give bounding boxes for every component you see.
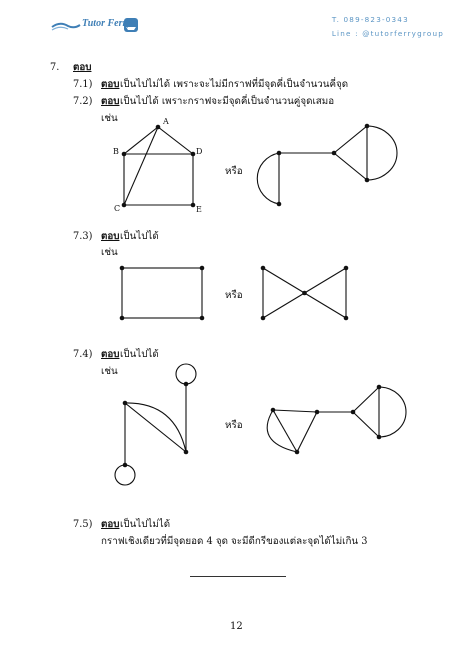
item-7-4-answer: ตอบ xyxy=(101,349,120,360)
graph-rectangle xyxy=(122,268,202,318)
item-7-2-example: เช่น xyxy=(101,113,118,124)
item-7-3-label: 7.3) xyxy=(73,231,93,242)
item-7-3-example: เช่น xyxy=(101,247,118,258)
vertex-label-a: A xyxy=(163,117,169,126)
phone-text: T. 089-823-0343 xyxy=(331,15,409,24)
line-id-text: Line : @tutorferrygroup xyxy=(331,29,444,38)
page-number: 12 xyxy=(230,621,243,632)
or-word-2: หรือ xyxy=(225,290,243,301)
item-7-2-text: เป็นไปได้ เพราะกราฟจะมีจุดคี่เป็นจำนวนคู่จุดเสมอ xyxy=(120,96,335,107)
or-word-3: หรือ xyxy=(225,420,243,431)
graph-7-2-right xyxy=(257,126,397,204)
item-7-2-label: 7.2) xyxy=(73,96,93,107)
item-7-3-text: เป็นไปได้ xyxy=(120,231,159,242)
question-number: 7. xyxy=(50,62,60,73)
graph-vertices xyxy=(120,124,382,468)
item-7-2-answer: ตอบ xyxy=(101,96,120,107)
or-word-1: หรือ xyxy=(225,166,243,177)
item-7-1-label: 7.1) xyxy=(73,79,93,90)
vertex-label-e: E xyxy=(196,205,202,214)
vertex-label-c: C xyxy=(114,204,121,213)
question-answer-word: ตอบ xyxy=(73,62,92,73)
vertex-label-b: B xyxy=(113,147,119,156)
graph-7-4-left xyxy=(115,364,196,485)
item-7-5-text: เป็นไปไม่ได้ xyxy=(120,519,171,530)
item-7-3-answer: ตอบ xyxy=(101,231,120,242)
item-7-4-text: เป็นไปได้ xyxy=(120,349,159,360)
item-7-5-label: 7.5) xyxy=(73,519,93,530)
item-7-5-note: กราฟเชิงเดียวที่มีจุดยอด 4 จุด จะมีดีกรีของแต่ละจุดได้ไม่เกิน 3 xyxy=(101,536,368,547)
footer-divider xyxy=(190,576,286,577)
vertex-label-d: D xyxy=(196,147,203,156)
item-7-4-label: 7.4) xyxy=(73,349,93,360)
graph-house xyxy=(124,127,193,205)
item-7-1-answer: ตอบ xyxy=(101,79,120,90)
logo-text: Tutor Ferry xyxy=(82,18,131,29)
graph-7-4-right xyxy=(267,387,406,452)
item-7-4-example: เช่น xyxy=(101,366,118,377)
item-7-5-answer: ตอบ xyxy=(101,519,120,530)
item-7-1-text: เป็นไปไม่ได้ เพราะจะไม่มีกราฟที่มีจุดคี่เป็นจำนวนคี่จุด xyxy=(120,79,349,90)
